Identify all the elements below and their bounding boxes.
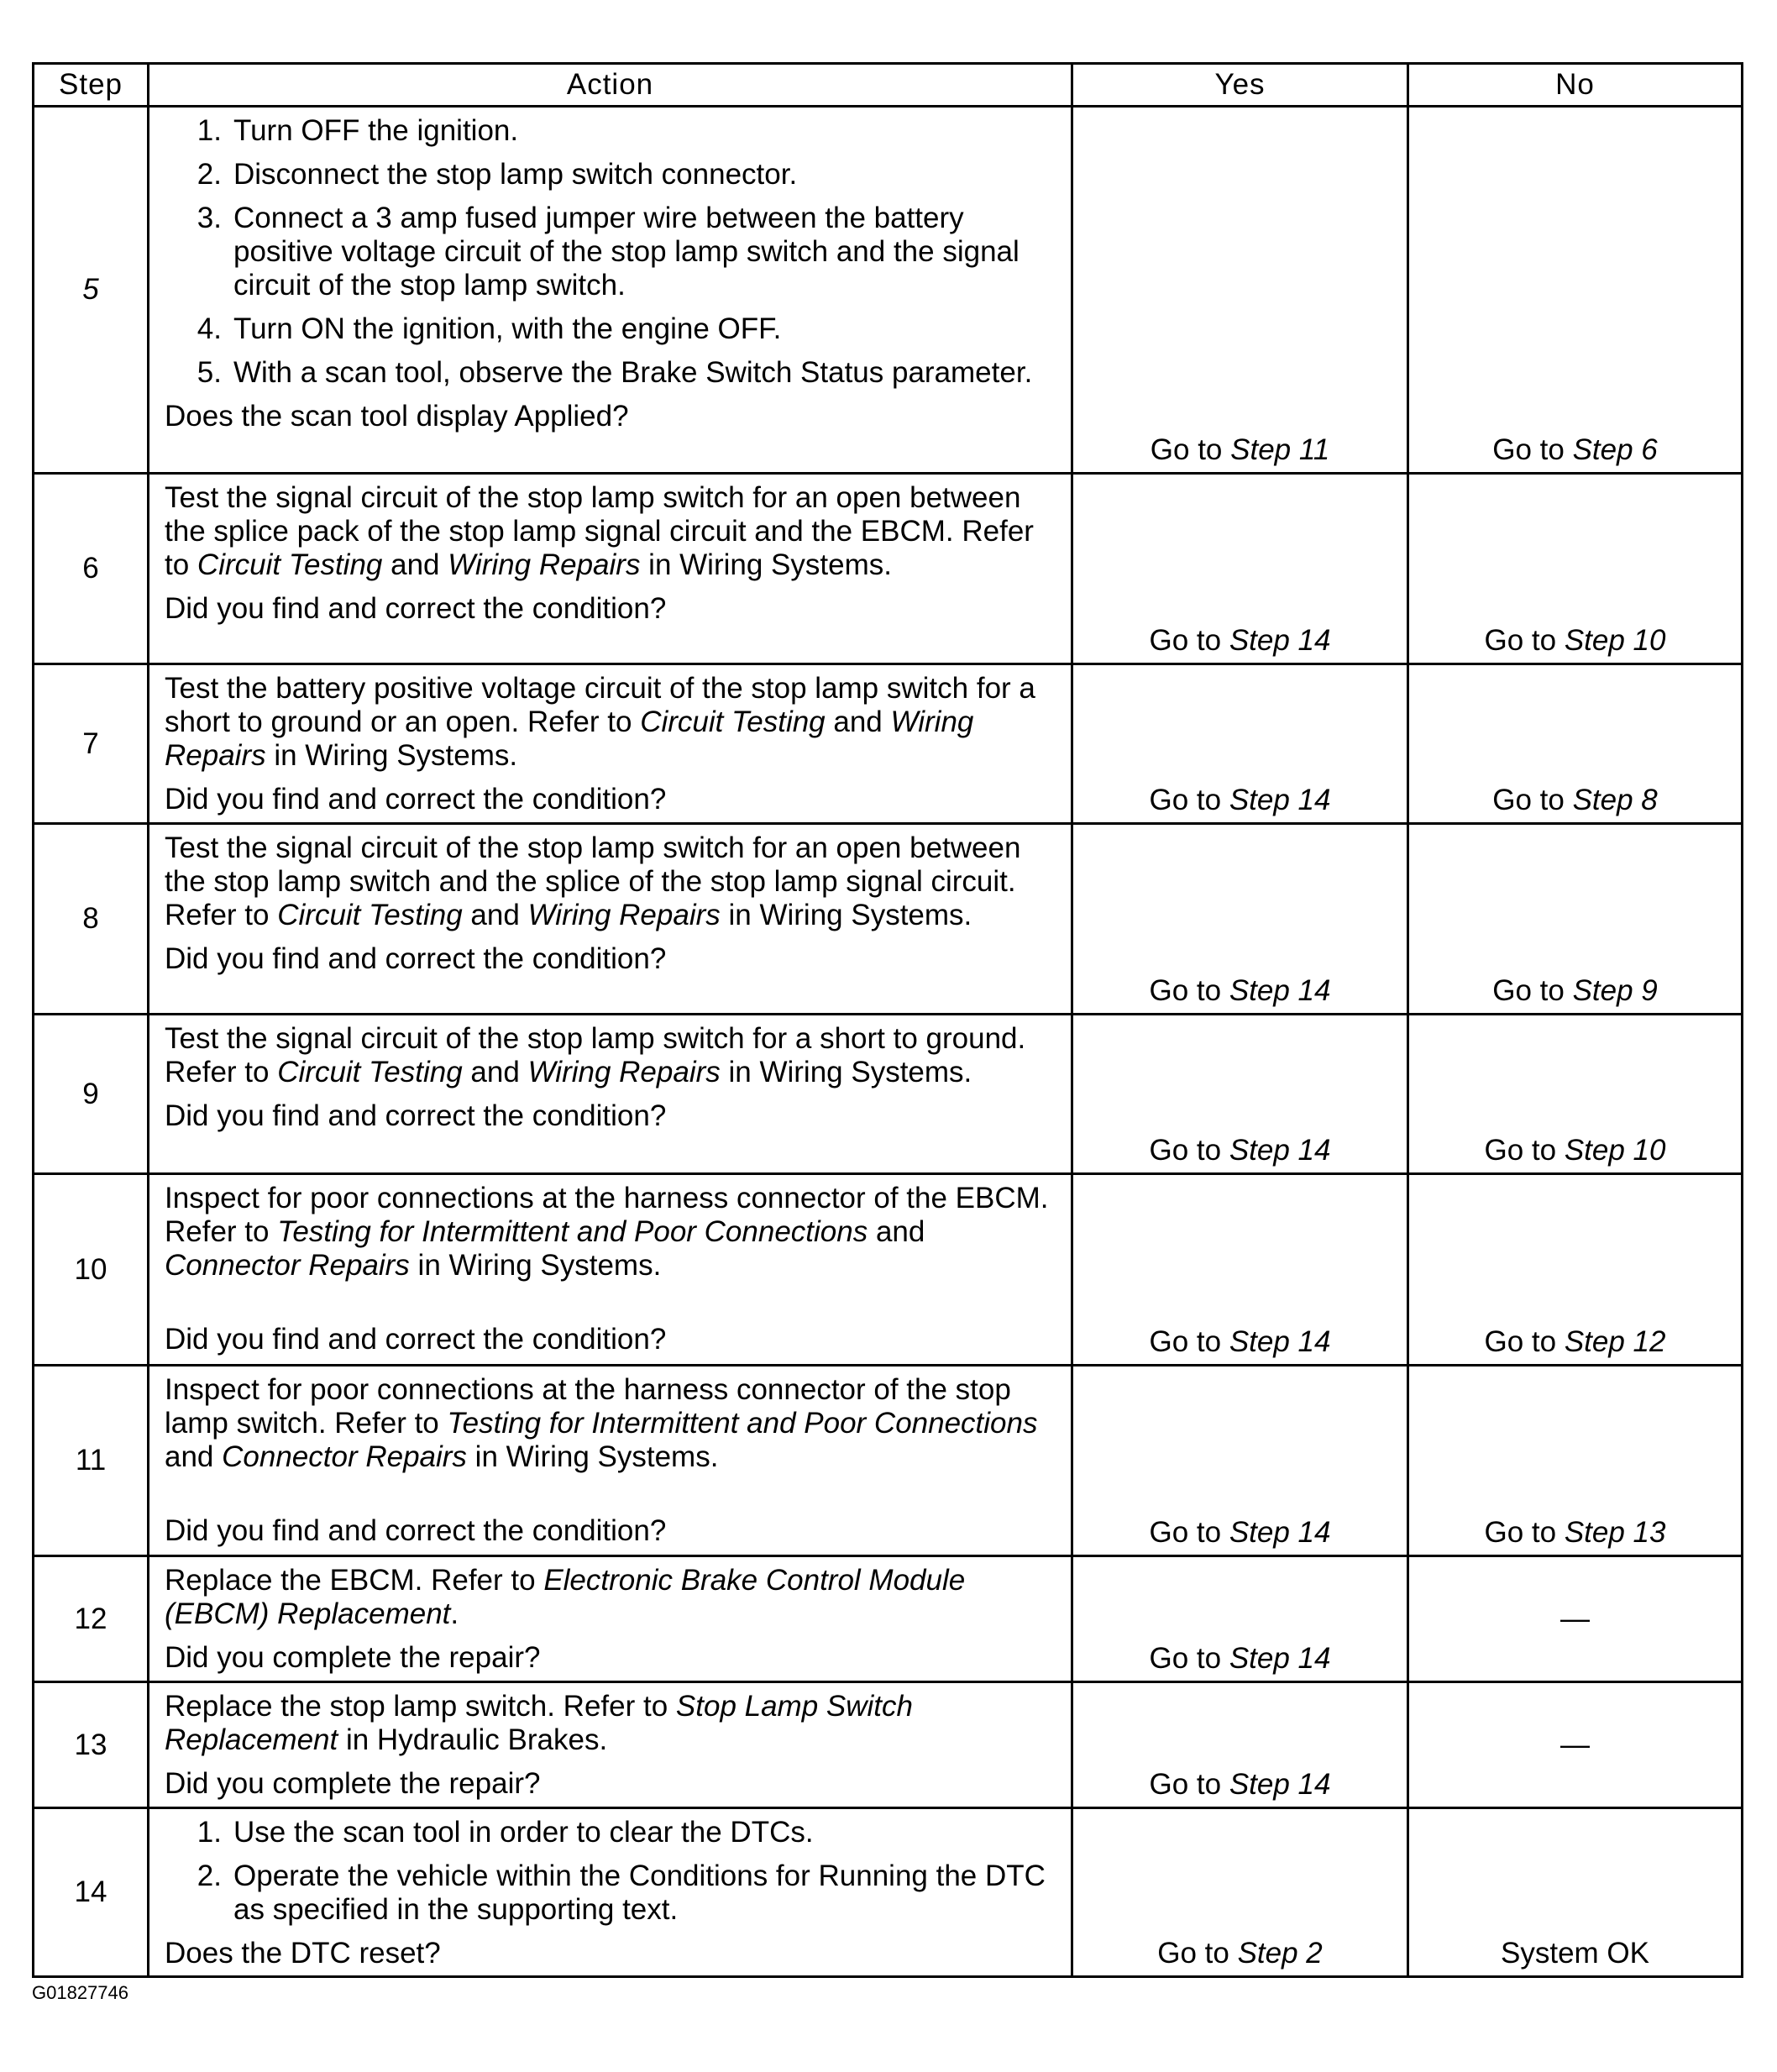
step-number: 10 <box>34 1174 149 1366</box>
step-reference: Step 14 <box>1229 1134 1331 1167</box>
action-text: Inspect for poor connections at the harness connector of the stop lamp switch. Refer to Testing for Intermittent and Poor Connections and Connector Repairs in Wiring Systems. <box>165 1373 1038 1473</box>
table-row <box>34 474 1743 664</box>
step-reference: Step 14 <box>1229 1325 1331 1358</box>
yes-cell: Go to Step 2 <box>1072 1808 1408 1977</box>
step-reference: Step 10 <box>1564 624 1666 657</box>
action-text: Test the signal circuit of the stop lamp switch for a short to ground. Refer to Circuit Testing and Wiring Repairs in Wiring Systems. <box>165 1022 1026 1088</box>
instruction-list <box>165 1816 1056 1937</box>
list-item: 1. Turn OFF the ignition. <box>197 114 519 147</box>
step-number: 8 <box>34 824 149 1015</box>
table-row <box>34 1174 1743 1366</box>
step-reference: Step 8 <box>1572 784 1658 816</box>
action-cell <box>149 474 1072 664</box>
question-text: Does the DTC reset? <box>165 1937 441 1970</box>
step-number: 11 <box>34 1366 149 1556</box>
step-reference: Step 14 <box>1229 1516 1331 1549</box>
step-reference: Step 10 <box>1564 1134 1666 1167</box>
action-text: Test the signal circuit of the stop lamp switch for an open between the splice pack of the stop lamp signal circuit and the EBCM. Refer to Circuit Testing and Wiring Repairs in Wiring Systems. <box>165 481 1034 581</box>
step-reference: Step 14 <box>1229 1642 1331 1675</box>
question-text: Does the scan tool display Applied? <box>165 400 629 433</box>
table-row <box>34 1015 1743 1174</box>
header-action: Action <box>149 64 1072 107</box>
step-reference: Step 9 <box>1572 974 1658 1007</box>
question-text: Did you find and correct the condition? <box>165 1099 667 1132</box>
no-cell: System OK <box>1408 1808 1743 1977</box>
list-item: 2. Disconnect the stop lamp switch connector. <box>197 158 798 191</box>
table-row <box>34 824 1743 1015</box>
yes-cell: Go to Step 14 <box>1072 474 1408 664</box>
list-item: 2. Operate the vehicle within the Conditions for Running the DTC as specified in the supporting text. <box>197 1860 1046 1926</box>
header-step: Step <box>34 64 149 107</box>
table-row <box>34 107 1743 474</box>
yes-cell: Go to Step 14 <box>1072 1682 1408 1808</box>
action-text: Test the battery positive voltage circuit of the stop lamp switch for a short to ground or an open. Refer to Circuit Testing and Wiring Repairs in Wiring Systems. <box>165 672 1035 772</box>
step-number: 6 <box>34 474 149 664</box>
action-text: Replace the EBCM. Refer to Electronic Brake Control Module (EBCM) Replacement. <box>165 1564 966 1630</box>
action-cell <box>149 1682 1072 1808</box>
no-cell: — <box>1408 1682 1743 1808</box>
yes-cell: Go to Step 14 <box>1072 824 1408 1015</box>
header-no: No <box>1408 64 1743 107</box>
list-item: 5. With a scan tool, observe the Brake Switch Status parameter. <box>197 356 1033 389</box>
step-reference: Step 13 <box>1564 1516 1666 1549</box>
action-text: Test the signal circuit of the stop lamp switch for an open between the stop lamp switch and the splice of the stop lamp signal circuit. Refer to Circuit Testing and Wiring Repairs in Wiring Systems. <box>165 831 1021 931</box>
step-number: 5 <box>34 107 149 474</box>
step-reference: Step 14 <box>1229 1768 1331 1801</box>
list-item: 4. Turn ON the ignition, with the engine OFF. <box>197 312 782 345</box>
step-reference: Step 2 <box>1237 1937 1323 1970</box>
action-cell <box>149 107 1072 474</box>
step-reference: Step 6 <box>1572 433 1658 466</box>
yes-cell: Go to Step 14 <box>1072 1174 1408 1366</box>
table-row <box>34 1556 1743 1682</box>
action-text: Inspect for poor connections at the harness connector of the EBCM. Refer to Testing for Intermittent and Poor Connections and Connector Repairs in Wiring Systems. <box>165 1182 1049 1282</box>
diagnostic-table <box>32 62 1743 1978</box>
header-yes: Yes <box>1072 64 1408 107</box>
figure-id: G01827746 <box>32 1982 128 2003</box>
action-cell <box>149 1808 1072 1977</box>
no-cell: Go to Step 12 <box>1408 1174 1743 1366</box>
no-cell: Go to Step 10 <box>1408 1015 1743 1174</box>
table-row <box>34 664 1743 824</box>
yes-cell: Go to Step 14 <box>1072 664 1408 824</box>
no-cell: Go to Step 8 <box>1408 664 1743 824</box>
table-row <box>34 1808 1743 1977</box>
question-text: Did you complete the repair? <box>165 1767 541 1800</box>
action-cell <box>149 664 1072 824</box>
instruction-list <box>165 114 1056 400</box>
action-cell <box>149 1366 1072 1556</box>
yes-cell: Go to Step 11 <box>1072 107 1408 474</box>
step-number: 14 <box>34 1808 149 1977</box>
action-cell <box>149 824 1072 1015</box>
step-number: 12 <box>34 1556 149 1682</box>
question-text: Did you find and correct the condition? <box>165 783 667 816</box>
no-cell: Go to Step 6 <box>1408 107 1743 474</box>
action-cell <box>149 1174 1072 1366</box>
question-text: Did you find and correct the condition? <box>165 592 667 625</box>
list-item: 3. Connect a 3 amp fused jumper wire between the battery positive voltage circuit of the stop lamp switch and the signal circuit of the stop lamp switch. <box>197 202 1020 302</box>
list-item: 1. Use the scan tool in order to clear the DTCs. <box>197 1816 814 1849</box>
yes-cell: Go to Step 14 <box>1072 1015 1408 1174</box>
table-row <box>34 1682 1743 1808</box>
question-text: Did you find and correct the condition? <box>165 1323 667 1356</box>
step-reference: Step 11 <box>1230 433 1330 466</box>
header-row <box>34 64 1743 107</box>
question-text: Did you complete the repair? <box>165 1641 541 1674</box>
step-reference: Step 14 <box>1229 624 1331 657</box>
action-cell <box>149 1015 1072 1174</box>
yes-cell: Go to Step 14 <box>1072 1556 1408 1682</box>
table-row <box>34 1366 1743 1556</box>
question-text: Did you find and correct the condition? <box>165 942 667 975</box>
no-cell: Go to Step 10 <box>1408 474 1743 664</box>
action-cell <box>149 1556 1072 1682</box>
step-number: 9 <box>34 1015 149 1174</box>
no-cell: — <box>1408 1556 1743 1682</box>
question-text: Did you find and correct the condition? <box>165 1514 667 1547</box>
step-reference: Step 12 <box>1564 1325 1666 1358</box>
no-cell: Go to Step 9 <box>1408 824 1743 1015</box>
step-reference: Step 14 <box>1229 784 1331 816</box>
action-text: Replace the stop lamp switch. Refer to Stop Lamp Switch Replacement in Hydraulic Brakes. <box>165 1690 913 1756</box>
step-number: 13 <box>34 1682 149 1808</box>
step-reference: Step 14 <box>1229 974 1331 1007</box>
step-number: 7 <box>34 664 149 824</box>
no-cell: Go to Step 13 <box>1408 1366 1743 1556</box>
yes-cell: Go to Step 14 <box>1072 1366 1408 1556</box>
